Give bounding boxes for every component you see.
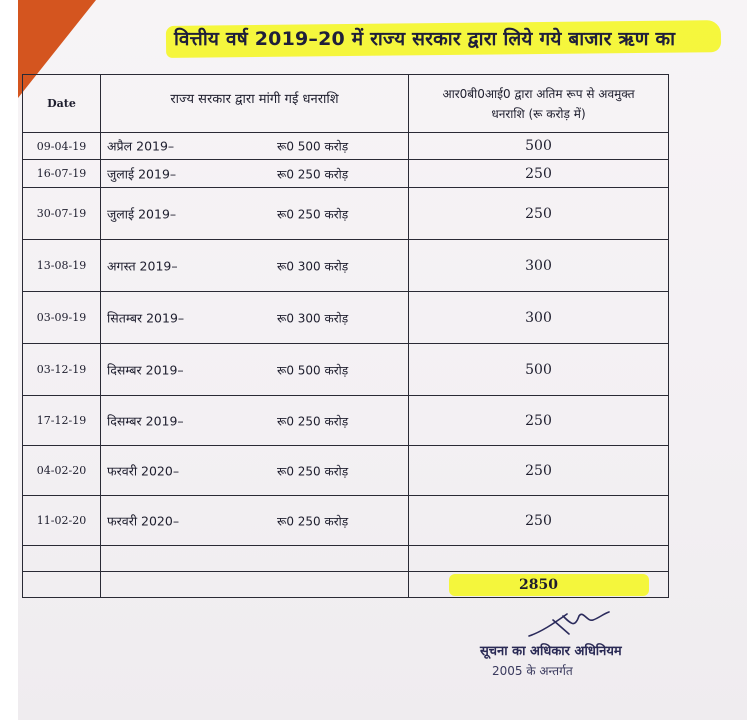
- row-released: 250: [409, 496, 669, 546]
- table-total-row: [23, 572, 669, 598]
- header-date: Date: [23, 75, 101, 133]
- row-demand-amount: रू0 250 करोड़: [277, 464, 349, 478]
- row-released: 500: [409, 133, 669, 160]
- row-month: अप्रैल 2019–: [107, 138, 175, 154]
- signature-scribble: [523, 606, 613, 646]
- row-date: 09-04-19: [23, 133, 101, 160]
- table-header-row: [23, 75, 669, 133]
- row-date: 13-08-19: [23, 240, 101, 292]
- row-demand: [101, 240, 409, 292]
- table-row: [23, 292, 669, 344]
- header-released-line2: धनराशि (रू करोड़ में): [491, 106, 586, 121]
- row-date: 03-09-19: [23, 292, 101, 344]
- header-demanded-amount: राज्य सरकार द्वारा मांगी गई धनराशि: [101, 75, 409, 133]
- row-demand-amount: रू0 300 करोड़: [277, 259, 349, 273]
- table-row: [23, 446, 669, 496]
- row-demand: [101, 344, 409, 396]
- market-loan-table: [22, 74, 669, 598]
- total-cell: [409, 572, 669, 598]
- row-demand: [101, 446, 409, 496]
- row-demand: [101, 133, 409, 160]
- header-released-line1: आर0बी0आई0 द्वारा अतिम रूप से अवमुक्त: [442, 86, 635, 101]
- row-month: फरवरी 2020–: [107, 463, 180, 478]
- total-amount: 2850: [519, 576, 558, 593]
- row-date: 30-07-19: [23, 188, 101, 240]
- row-demand-amount: रू0 500 करोड़: [277, 363, 349, 377]
- table-row: [23, 240, 669, 292]
- row-released: 300: [409, 240, 669, 292]
- row-demand-amount: रू0 300 करोड़: [277, 311, 349, 325]
- row-released: 250: [409, 188, 669, 240]
- row-date: 04-02-20: [23, 446, 101, 496]
- table-row-empty: [23, 546, 669, 572]
- page-title: वित्तीय वर्ष 2019–20 में राज्य सरकार द्वारा लिये गये बाजार ऋण का: [174, 28, 676, 50]
- table-row: [23, 496, 669, 546]
- row-date: 16-07-19: [23, 160, 101, 188]
- row-released: 250: [409, 396, 669, 446]
- row-month: दिसम्बर 2019–: [107, 362, 184, 377]
- row-date: 17-12-19: [23, 396, 101, 446]
- row-month: सितम्बर 2019–: [107, 310, 185, 325]
- row-demand-amount: रू0 250 करोड़: [277, 207, 349, 221]
- row-demand: [101, 188, 409, 240]
- row-released: 300: [409, 292, 669, 344]
- table-row: [23, 160, 669, 188]
- row-demand: [101, 396, 409, 446]
- row-month: जुलाई 2019–: [107, 206, 177, 221]
- header-released-amount: [409, 75, 669, 133]
- table-row: [23, 133, 669, 160]
- row-date: 03-12-19: [23, 344, 101, 396]
- row-date: 11-02-20: [23, 496, 101, 546]
- title-block: [166, 18, 721, 58]
- row-demand-amount: रू0 250 करोड़: [277, 514, 349, 528]
- rti-act-line1: सूचना का अधिकार अधिनियम: [480, 644, 622, 659]
- row-month: जुलाई 2019–: [107, 166, 177, 181]
- row-released: 500: [409, 344, 669, 396]
- row-demand: [101, 496, 409, 546]
- row-demand-amount: रू0 250 करोड़: [277, 414, 349, 428]
- table-row: [23, 344, 669, 396]
- row-released: 250: [409, 446, 669, 496]
- row-demand: [101, 160, 409, 188]
- row-month: अगस्त 2019–: [107, 258, 178, 273]
- row-month: फरवरी 2020–: [107, 513, 180, 528]
- row-month: दिसम्बर 2019–: [107, 413, 184, 428]
- row-demand-amount: रू0 500 करोड़: [277, 139, 349, 154]
- row-demand: [101, 292, 409, 344]
- table-row: [23, 188, 669, 240]
- row-demand-amount: रू0 250 करोड़: [277, 167, 349, 181]
- rti-act-line2: 2005 के अन्तर्गत: [492, 664, 573, 678]
- rti-signature-block: [478, 606, 648, 678]
- row-released: 250: [409, 160, 669, 188]
- table-row: [23, 396, 669, 446]
